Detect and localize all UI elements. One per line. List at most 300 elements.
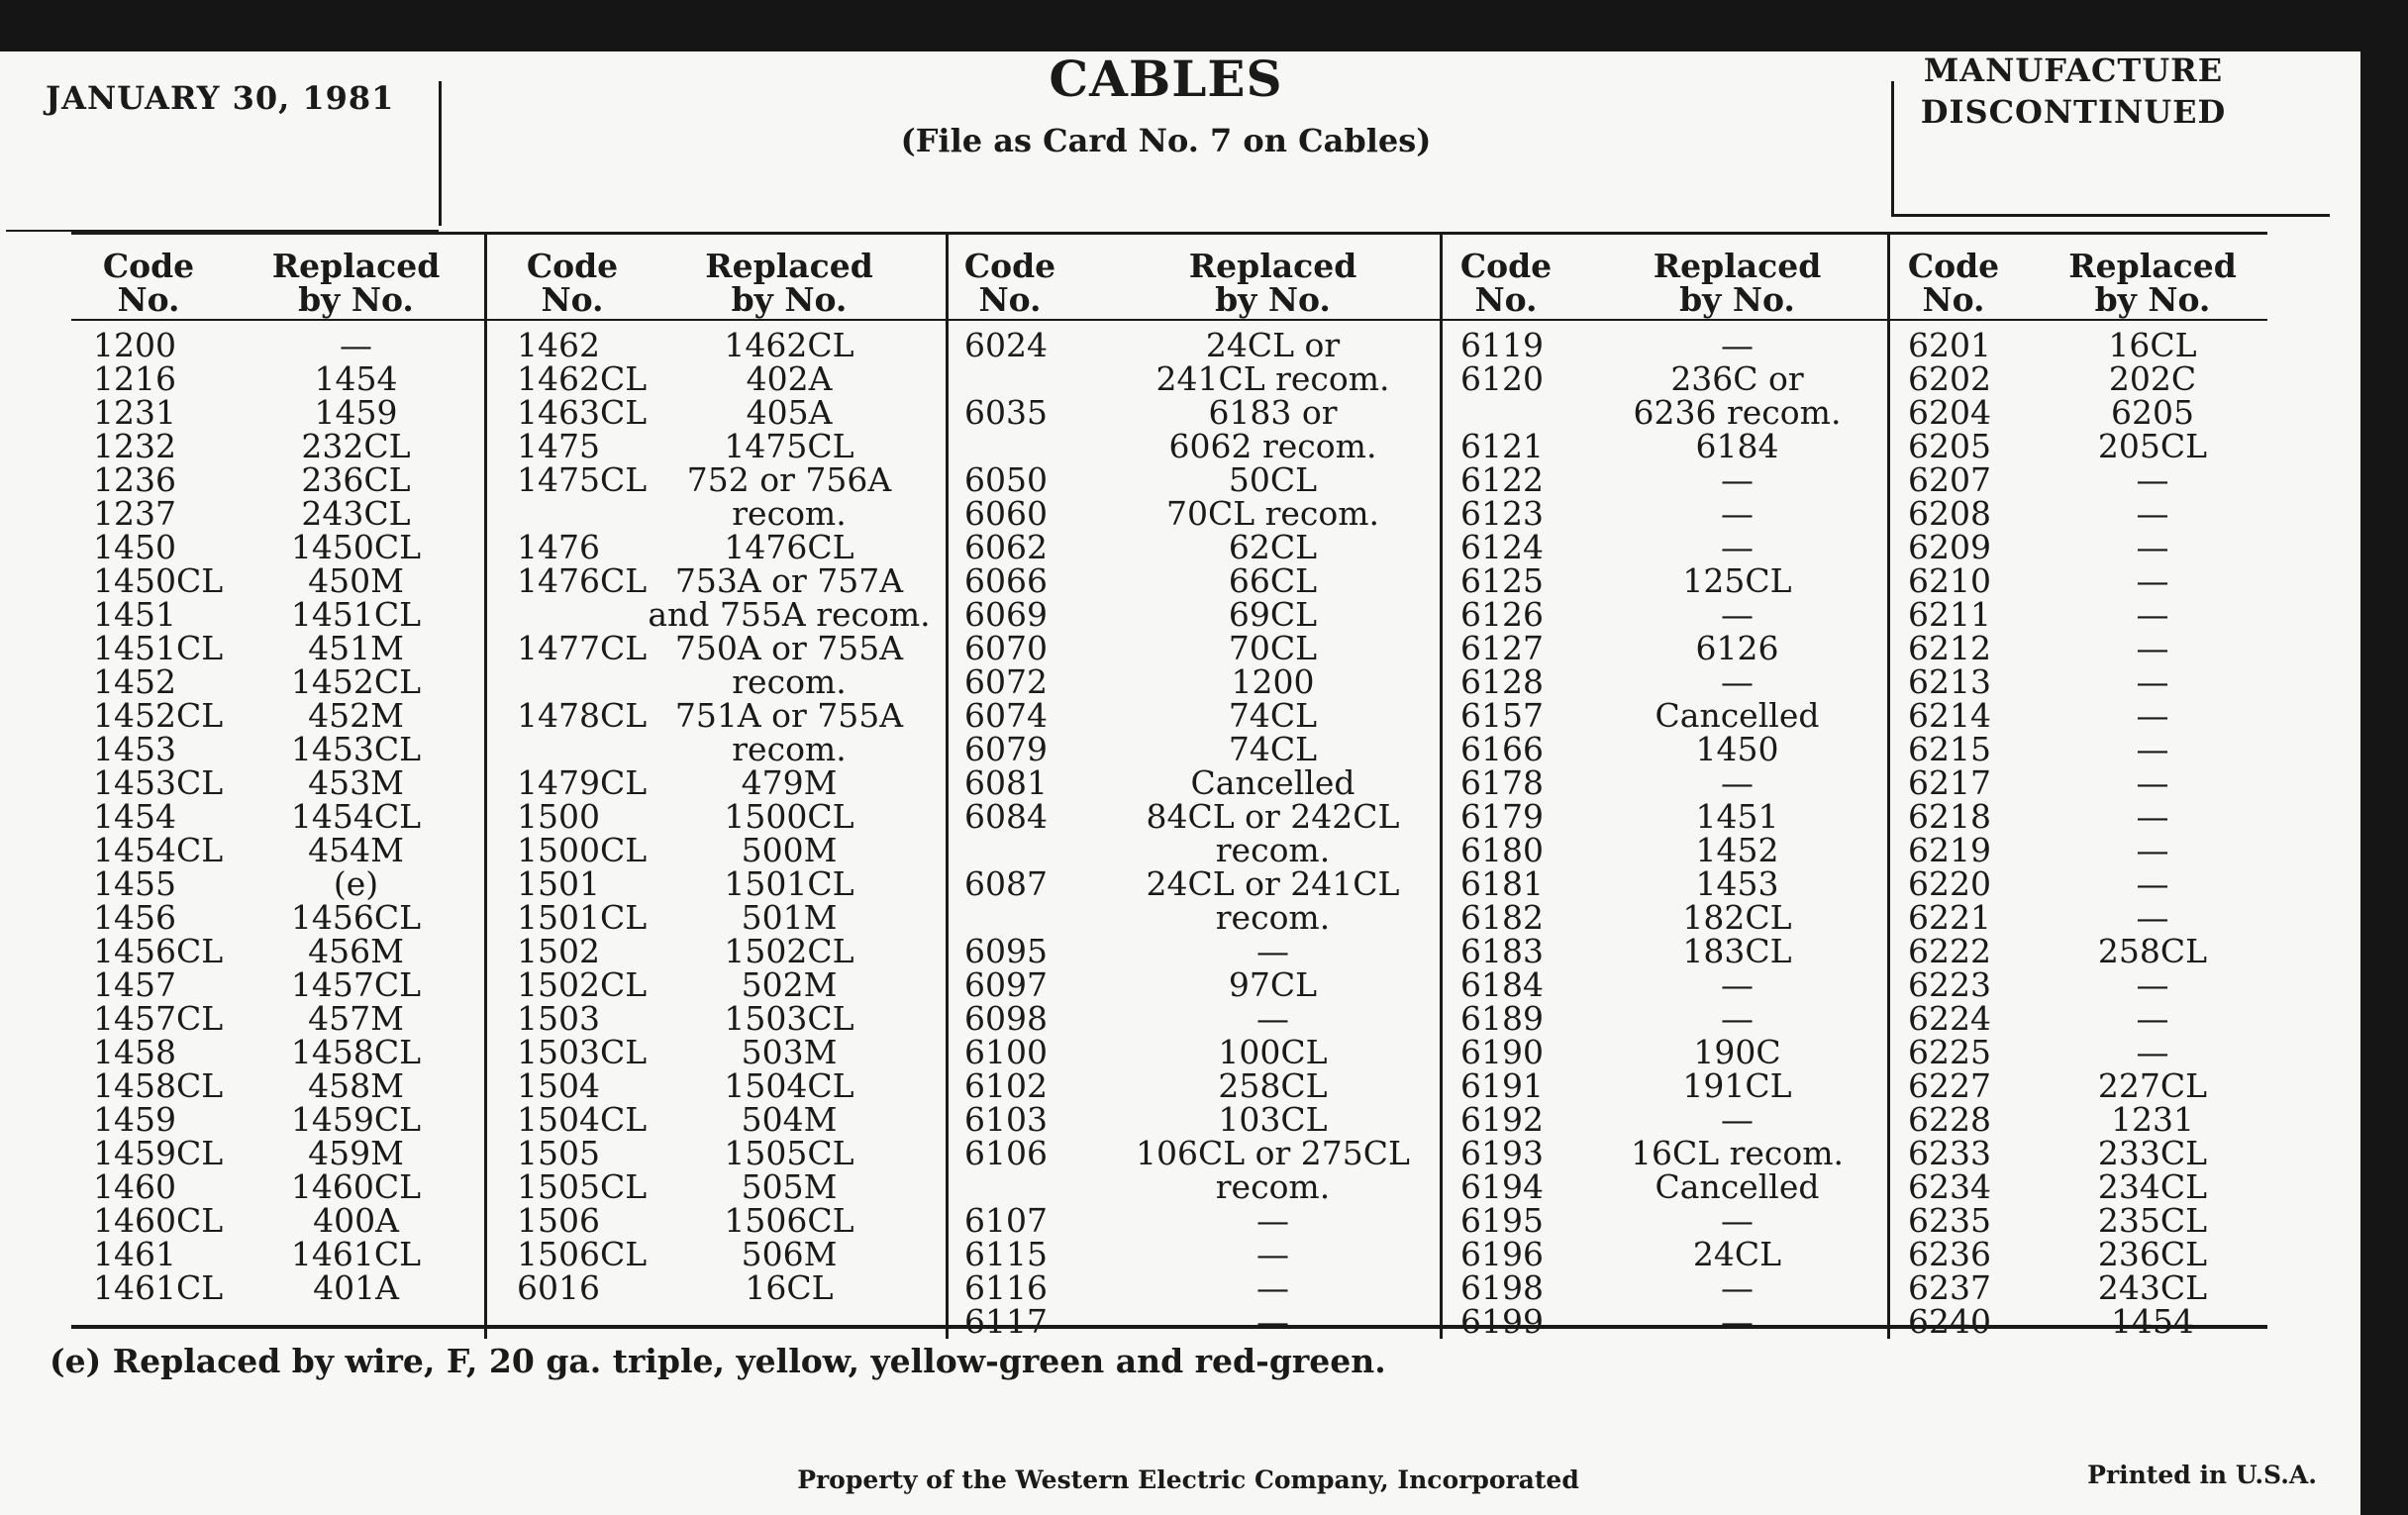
table-row: [1890, 932, 2267, 970]
code-cell: 1455: [93, 864, 176, 903]
code-cell: 6106: [964, 1134, 1048, 1172]
replaced-cell: —: [1721, 1201, 1754, 1240]
replaced-cell: 500M: [741, 831, 838, 869]
replaced-cell: 1453CL: [290, 730, 422, 768]
code-cell: 1502: [517, 932, 600, 970]
replaced-cell: (e): [333, 864, 379, 903]
replaced-cell: 233CL: [2097, 1134, 2208, 1172]
code-cell: 1456CL: [93, 932, 224, 970]
replaced-cell: 450M: [308, 561, 404, 600]
header-divider-left: [439, 81, 442, 226]
replaced-cell: —: [1256, 999, 1289, 1038]
table-row: [949, 1134, 1440, 1172]
replaced-cell: 16CL: [745, 1268, 834, 1307]
table-row: [1443, 1268, 1887, 1307]
replaced-cell: —: [2136, 864, 2169, 903]
replaced-cell: 453M: [308, 763, 404, 802]
replaced-cell: 1476CL: [724, 528, 854, 566]
code-cell: 6098: [964, 999, 1048, 1038]
replaced-cell: 400A: [313, 1201, 399, 1240]
table-row: [949, 326, 1440, 364]
code-cell: 6183: [1460, 932, 1544, 970]
replaced-cell: 1454CL: [290, 797, 422, 836]
replaced-cell: 258CL: [2097, 932, 2208, 970]
replaced-cell: —: [1721, 460, 1754, 499]
code-cell: 6227: [1908, 1066, 1991, 1105]
code-cell: 6123: [1460, 494, 1544, 533]
replaced-cell: 125CL: [1682, 561, 1792, 600]
printed-notice: Printed in U.S.A.: [2087, 1461, 2317, 1489]
replaced-cell: 459M: [308, 1134, 404, 1172]
replaced-cell: 106CL or 275CL: [1136, 1134, 1410, 1172]
code-cell: 6193: [1460, 1134, 1544, 1172]
table-row: [71, 831, 484, 869]
code-cell: 6116: [964, 1268, 1048, 1307]
replaced-cell: 1450CL: [290, 528, 422, 566]
status-line-2: DISCONTINUED: [1920, 93, 2227, 131]
table-row: [487, 831, 946, 869]
code-cell: 1462: [517, 326, 600, 364]
replaced-header: Replaced by No.: [1188, 247, 1357, 319]
code-cell: 6207: [1908, 460, 1991, 499]
table-row: [949, 460, 1440, 499]
code-cell: 6074: [964, 696, 1048, 735]
table-row: [949, 932, 1440, 970]
code-cell: 1458: [93, 1033, 176, 1071]
replaced-cell: —: [340, 326, 372, 364]
code-cell: 1477CL: [517, 629, 648, 667]
table-row: [487, 763, 946, 802]
column-header: [949, 247, 1440, 325]
table-row: [71, 1134, 484, 1172]
table-row: [1443, 1033, 1887, 1071]
code-cell: 1463CL: [517, 393, 648, 432]
table-row: [71, 999, 484, 1038]
table-row: [1890, 1268, 2267, 1307]
replaced-cell: 6184: [1695, 427, 1779, 465]
replaced-cell: 1453: [1695, 864, 1779, 903]
code-cell: 1451: [93, 595, 176, 634]
code-cell: 6194: [1460, 1167, 1544, 1206]
table-row: [1890, 1066, 2267, 1105]
column-rows: [71, 326, 484, 1307]
replaced-cell: 6183 or: [1208, 393, 1338, 432]
table-row: [949, 898, 1440, 937]
code-cell: 1450: [93, 528, 176, 566]
code-cell: 6126: [1460, 595, 1544, 634]
code-cell: 1461: [93, 1235, 176, 1273]
replaced-cell: 241CL recom.: [1155, 359, 1390, 398]
replaced-cell: —: [1256, 1268, 1289, 1307]
column-header: [1890, 247, 2267, 325]
table-column-1: [71, 247, 484, 1346]
code-cell: 6202: [1908, 359, 1991, 398]
code-cell: 6062: [964, 528, 1048, 566]
table-row: [949, 864, 1440, 903]
table-row: [1890, 1302, 2267, 1341]
code-cell: 6166: [1460, 730, 1544, 768]
replaced-cell: 1454: [2111, 1302, 2194, 1341]
table-row: [71, 1033, 484, 1071]
column-rows: [1443, 326, 1887, 1341]
replaced-cell: 183CL: [1682, 932, 1792, 970]
code-cell: 1503: [517, 999, 600, 1038]
column-rows: [487, 326, 946, 1307]
code-cell: 1500CL: [517, 831, 648, 869]
table-row: [71, 326, 484, 364]
table-row: [1890, 797, 2267, 836]
table-row: [1443, 1235, 1887, 1273]
code-cell: 6224: [1908, 999, 1991, 1038]
replaced-cell: —: [1721, 763, 1754, 802]
page-subtitle: (File as Card No. 7 on Cables): [900, 122, 1432, 159]
code-cell: 6208: [1908, 494, 1991, 533]
table-row: [1890, 1235, 2267, 1273]
replaced-cell: 1506CL: [724, 1201, 854, 1240]
table-row: [949, 831, 1440, 869]
code-cell: 6179: [1460, 797, 1544, 836]
code-header: Code No.: [1459, 247, 1553, 319]
code-cell: 1506: [517, 1201, 600, 1240]
code-cell: 6178: [1460, 763, 1544, 802]
code-cell: 1462CL: [517, 359, 648, 398]
table-row: [949, 494, 1440, 533]
table-row: [1890, 965, 2267, 1004]
replaced-cell: 451M: [308, 629, 404, 667]
code-cell: 6201: [1908, 326, 1991, 364]
replaced-cell: recom.: [732, 494, 847, 533]
table-row: [487, 898, 946, 937]
replaced-cell: 24CL or: [1205, 326, 1341, 364]
code-cell: 1461CL: [93, 1268, 224, 1307]
replaced-cell: 456M: [308, 932, 404, 970]
table-row: [71, 1100, 484, 1139]
code-cell: 1457CL: [93, 999, 224, 1038]
replaced-cell: —: [2136, 999, 2169, 1038]
code-cell: 6211: [1908, 595, 1991, 634]
code-cell: 1505CL: [517, 1167, 648, 1206]
code-cell: 6223: [1908, 965, 1991, 1004]
replaced-cell: 1459CL: [290, 1100, 422, 1139]
replaced-cell: 6205: [2111, 393, 2194, 432]
table-row: [71, 1268, 484, 1307]
code-cell: 6081: [964, 763, 1048, 802]
replaced-cell: —: [1256, 932, 1289, 970]
table-row: [1890, 1100, 2267, 1139]
code-cell: 1475CL: [517, 460, 648, 499]
table-row: [1443, 1302, 1887, 1341]
table-row: [1890, 528, 2267, 566]
code-cell: 6087: [964, 864, 1048, 903]
replaced-cell: 505M: [741, 1167, 838, 1206]
table-row: [1443, 662, 1887, 701]
replaced-cell: —: [1721, 999, 1754, 1038]
replaced-cell: 6062 recom.: [1168, 427, 1377, 465]
replaced-cell: Cancelled: [1655, 696, 1820, 735]
table-row: [1443, 595, 1887, 634]
status-line-1: MANUFACTURE: [1923, 51, 2224, 89]
table-row: [1443, 864, 1887, 903]
replaced-cell: recom.: [732, 730, 847, 768]
code-cell: 6115: [964, 1235, 1048, 1273]
code-cell: 1502CL: [517, 965, 648, 1004]
table-row: [487, 1268, 946, 1307]
property-notice: Property of the Western Electric Company, Incorporated: [797, 1465, 1579, 1494]
code-cell: 1453: [93, 730, 176, 768]
code-cell: 1232: [93, 427, 176, 465]
code-cell: 1459: [93, 1100, 176, 1139]
code-cell: 6209: [1908, 528, 1991, 566]
code-cell: 6070: [964, 629, 1048, 667]
table-row: [487, 999, 946, 1038]
code-cell: 6210: [1908, 561, 1991, 600]
replaced-cell: —: [1721, 494, 1754, 533]
table-row: [1443, 326, 1887, 364]
replaced-cell: 236CL: [301, 460, 411, 499]
table-row: [1890, 460, 2267, 499]
code-cell: 1454CL: [93, 831, 224, 869]
replaced-cell: 243CL: [2097, 1268, 2208, 1307]
table-row: [1443, 1066, 1887, 1105]
replaced-cell: 753A or 757A: [674, 561, 904, 600]
code-cell: 6128: [1460, 662, 1544, 701]
code-cell: 6127: [1460, 629, 1544, 667]
table-row: [949, 595, 1440, 634]
table-row: [1890, 1201, 2267, 1240]
replaced-cell: —: [1256, 1235, 1289, 1273]
table-row: [1443, 932, 1887, 970]
code-header: Code No.: [526, 247, 619, 319]
table-row: [1443, 965, 1887, 1004]
code-cell: 6218: [1908, 797, 1991, 836]
replaced-cell: Cancelled: [1655, 1167, 1820, 1206]
code-cell: 6233: [1908, 1134, 1991, 1172]
table-row: [487, 797, 946, 836]
header-divider-right: [1891, 81, 1894, 216]
code-cell: 6189: [1460, 999, 1544, 1038]
replaced-cell: —: [2136, 696, 2169, 735]
replaced-cell: 50CL: [1228, 460, 1318, 499]
table-row: [949, 763, 1440, 802]
table-row: [1890, 696, 2267, 735]
code-cell: 6235: [1908, 1201, 1991, 1240]
replaced-cell: 69CL: [1228, 595, 1318, 634]
replaced-cell: 1452CL: [290, 662, 422, 701]
replaced-cell: 6236 recom.: [1633, 393, 1842, 432]
replaced-cell: 191CL: [1682, 1066, 1792, 1105]
replaced-cell: 1500CL: [724, 797, 854, 836]
table-top-rule: [71, 232, 2267, 235]
code-cell: 6219: [1908, 831, 1991, 869]
table-row: [1443, 561, 1887, 600]
replaced-cell: 1452: [1695, 831, 1779, 869]
code-cell: 6213: [1908, 662, 1991, 701]
table-row: [71, 1167, 484, 1206]
code-header: Code No.: [102, 247, 195, 319]
code-cell: 6205: [1908, 427, 1991, 465]
table-row: [487, 359, 946, 398]
replaced-cell: 458M: [308, 1066, 404, 1105]
table-row: [949, 1100, 1440, 1139]
table-row: [71, 730, 484, 768]
code-cell: 6079: [964, 730, 1048, 768]
code-cell: 6234: [1908, 1167, 1991, 1206]
replaced-cell: 62CL: [1228, 528, 1318, 566]
code-cell: 1479CL: [517, 763, 648, 802]
code-cell: 1503CL: [517, 1033, 648, 1071]
code-cell: 1459CL: [93, 1134, 224, 1172]
table-row: [71, 494, 484, 533]
replaced-cell: 752 or 756A: [686, 460, 892, 499]
table-row: [1890, 662, 2267, 701]
replaced-cell: 1503CL: [724, 999, 854, 1038]
code-cell: 6120: [1460, 359, 1544, 398]
code-cell: 6060: [964, 494, 1048, 533]
code-cell: 1504CL: [517, 1100, 648, 1139]
table-row: [1443, 831, 1887, 869]
table-row: [1890, 730, 2267, 768]
code-cell: 6222: [1908, 932, 1991, 970]
replaced-cell: 502M: [741, 965, 838, 1004]
table-row: [487, 494, 946, 533]
code-cell: 6024: [964, 326, 1048, 364]
replaced-cell: 70CL: [1228, 629, 1318, 667]
table-row: [949, 696, 1440, 735]
code-cell: 6100: [964, 1033, 1048, 1071]
code-header: Code No.: [1907, 247, 2000, 319]
replaced-cell: 205CL: [2097, 427, 2208, 465]
replaced-cell: 24CL: [1692, 1235, 1782, 1273]
code-cell: 1450CL: [93, 561, 224, 600]
replaced-cell: 182CL: [1682, 898, 1792, 937]
replaced-cell: —: [2136, 629, 2169, 667]
table-row: [1890, 999, 2267, 1038]
table-row: [1443, 427, 1887, 465]
table-row: [487, 629, 946, 667]
table-row: [71, 359, 484, 398]
code-cell: 6221: [1908, 898, 1991, 937]
table-row: [71, 864, 484, 903]
code-cell: 6084: [964, 797, 1048, 836]
replaced-cell: 751A or 755A: [674, 696, 904, 735]
table-column-4: [1443, 247, 1887, 1346]
replaced-cell: —: [1256, 1302, 1289, 1341]
replaced-cell: recom.: [1215, 831, 1331, 869]
table-row: [949, 730, 1440, 768]
code-cell: 6097: [964, 965, 1048, 1004]
table-row: [71, 427, 484, 465]
table-row: [487, 460, 946, 499]
code-cell: 6124: [1460, 528, 1544, 566]
column-header: [487, 247, 946, 325]
code-cell: 6016: [517, 1268, 600, 1307]
replaced-cell: —: [1256, 1201, 1289, 1240]
table-row: [1890, 763, 2267, 802]
code-cell: 6121: [1460, 427, 1544, 465]
replaced-cell: —: [1721, 1100, 1754, 1139]
table-row: [487, 696, 946, 735]
table-row: [71, 898, 484, 937]
replaced-cell: —: [2136, 797, 2169, 836]
code-cell: 6199: [1460, 1302, 1544, 1341]
table-row: [1443, 999, 1887, 1038]
table-row: [949, 1066, 1440, 1105]
replaced-cell: —: [2136, 494, 2169, 533]
code-cell: 6181: [1460, 864, 1544, 903]
replaced-cell: 1450: [1695, 730, 1779, 768]
replaced-cell: 1231: [2111, 1100, 2194, 1139]
document-date: JANUARY 30, 1981: [46, 79, 395, 117]
replaced-cell: —: [2136, 460, 2169, 499]
code-cell: 6102: [964, 1066, 1048, 1105]
table-row: [1443, 494, 1887, 533]
table-row: [949, 528, 1440, 566]
replaced-cell: 1454: [314, 359, 398, 398]
table-row: [487, 326, 946, 364]
replaced-header: Replaced by No.: [705, 247, 873, 319]
code-cell: 6236: [1908, 1235, 1991, 1273]
replaced-cell: —: [1721, 326, 1754, 364]
table-row: [949, 965, 1440, 1004]
replaced-cell: 1457CL: [290, 965, 422, 1004]
table-row: [71, 1066, 484, 1105]
replaced-cell: recom.: [1215, 898, 1331, 937]
code-cell: 6196: [1460, 1235, 1544, 1273]
replaced-cell: —: [2136, 898, 2169, 937]
table-row: [1443, 1167, 1887, 1206]
replaced-cell: 16CL recom.: [1630, 1134, 1845, 1172]
column-header: [1443, 247, 1887, 325]
replaced-cell: 232CL: [301, 427, 411, 465]
replaced-cell: 457M: [308, 999, 404, 1038]
code-cell: 6190: [1460, 1033, 1544, 1071]
table-row: [487, 1167, 946, 1206]
replaced-cell: 1505CL: [724, 1134, 854, 1172]
table-row: [1443, 1134, 1887, 1172]
code-cell: 1454: [93, 797, 176, 836]
table-row: [949, 561, 1440, 600]
replaced-cell: —: [1721, 1302, 1754, 1341]
table-row: [487, 864, 946, 903]
code-cell: 1237: [93, 494, 176, 533]
replaced-cell: —: [2136, 965, 2169, 1004]
replaced-cell: 750A or 755A: [674, 629, 904, 667]
table-row: [487, 730, 946, 768]
column-rows: [1890, 326, 2267, 1341]
replaced-cell: 6126: [1695, 629, 1779, 667]
table-row: [1890, 427, 2267, 465]
table-row: [1890, 831, 2267, 869]
code-cell: 1476CL: [517, 561, 648, 600]
table-row: [487, 932, 946, 970]
code-cell: 6217: [1908, 763, 1991, 802]
code-cell: 1475: [517, 427, 600, 465]
replaced-cell: 1459: [314, 393, 398, 432]
table-row: [1443, 696, 1887, 735]
table-row: [71, 1235, 484, 1273]
table-row: [949, 1235, 1440, 1273]
table-row: [71, 561, 484, 600]
replaced-cell: 236C or: [1670, 359, 1804, 398]
code-cell: 6182: [1460, 898, 1544, 937]
replaced-cell: 16CL: [2108, 326, 2197, 364]
code-cell: 6035: [964, 393, 1048, 432]
code-cell: 1236: [93, 460, 176, 499]
table-row: [949, 393, 1440, 432]
replaced-cell: —: [1721, 528, 1754, 566]
replaced-cell: 235CL: [2097, 1201, 2208, 1240]
replaced-cell: 1456CL: [290, 898, 422, 937]
